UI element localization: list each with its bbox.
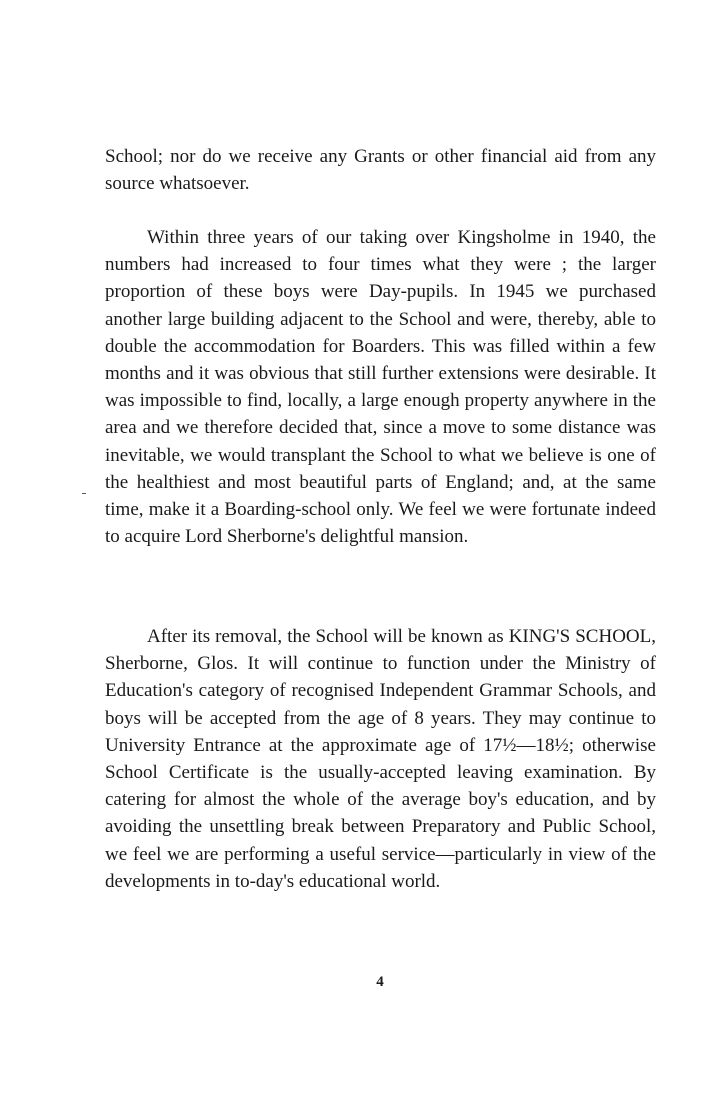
margin-mark	[82, 493, 86, 494]
paragraph-kings-school: After its removal, the School will be known as KING'S SCHOOL, Sherborne, Glos. It will continue to function under the Ministry of Education's category of recognised Independent Grammar Schools, and boys will be accepted from the age of 8 years. They may continue to University Entrance at the approximate age of 17½—18½; otherwise School Certificate is the usually-accepted leaving examination. By catering for almost the whole of the average boy's education, and by avoiding the unsettling break between Preparatory and Public School, we feel we are performing a useful service—particularly in view of the developments in to-day's educational world.	[105, 626, 656, 892]
page-number: 4	[376, 974, 384, 990]
paragraph-funding: School; nor do we receive any Grants or other financial aid from any source whatsoever.	[105, 146, 656, 195]
paragraph-history: Within three years of our taking over Kingsholme in 1940, the numbers had increased to four times what they were ; the larger proportion of these boys were Day-pupils. In 1945 we purchased another large building adjacent to the School and were, thereby, able to double the accommodation for Boarders. This was filled within a few months and it was obvious that still further extensions were desirable. It was impossible to find, locally, a large enough property anywhere in the area and we therefore decided that, since a move to some distance was inevitable, we would transplant the School to what we believe is one of the healthiest and most beautiful parts of England; and, at the same time, make it a Boarding-school only. We feel we were fortunate indeed to acquire Lord Sherborne's delightful mansion.	[105, 227, 656, 548]
